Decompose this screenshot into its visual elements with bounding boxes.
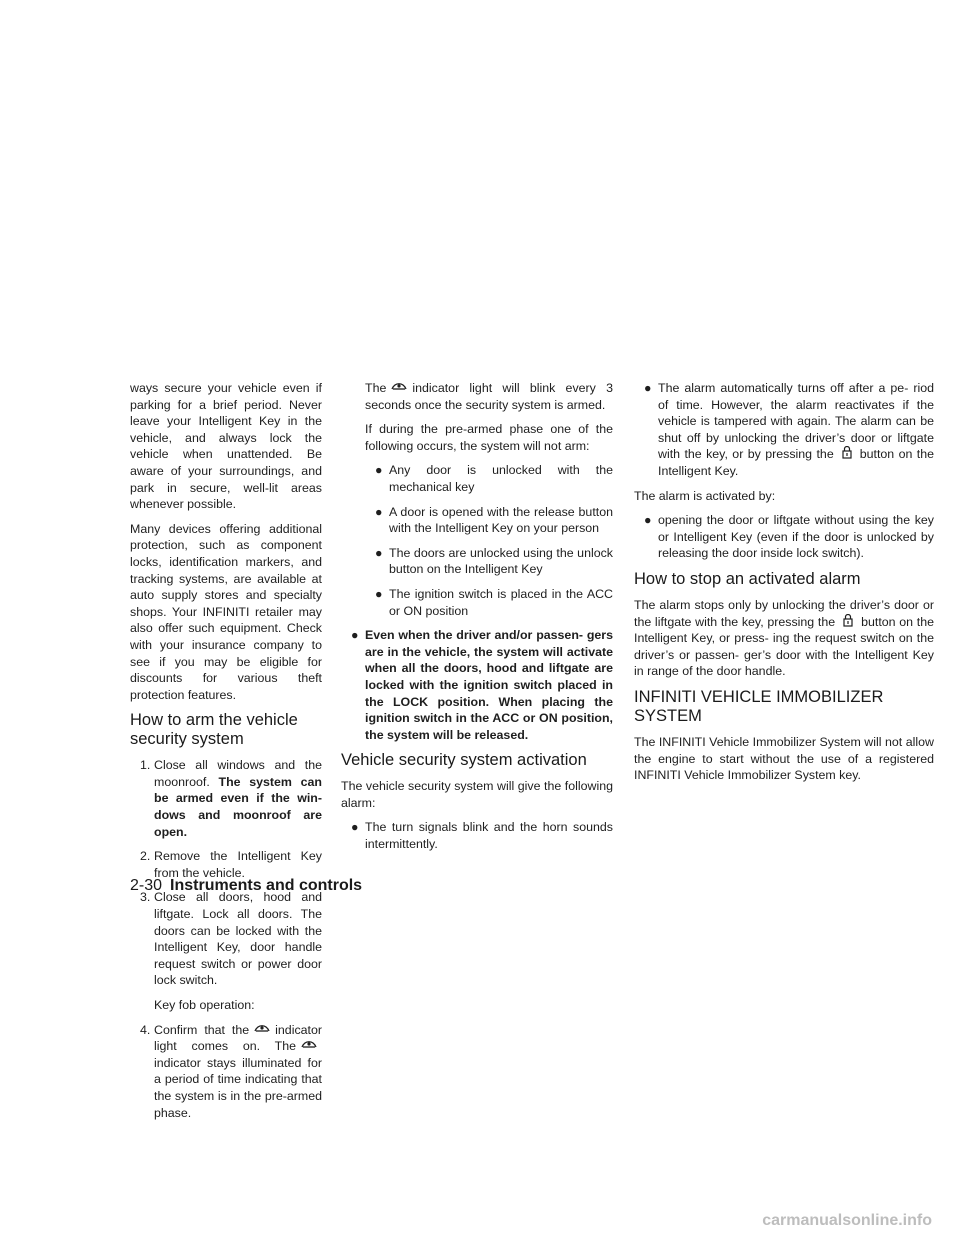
lock-button-icon [839, 614, 857, 627]
security-indicator-icon [390, 380, 408, 393]
paragraph: The indicator light will blink every 3 seconds once the security system is armed. [365, 381, 613, 412]
security-indicator-icon [300, 1038, 318, 1051]
list-item: ● The ignition switch is placed in the ACC or ON position [375, 586, 613, 618]
list-item: ● opening the door or liftgate without using the key or Intelligent Key (even if the door is unlocked by releasing the door inside lock switch). [644, 513, 934, 561]
lock-button-icon [838, 446, 856, 459]
section-title: Instruments and controls [170, 877, 363, 894]
column-2 [341, 380, 613, 861]
section-heading-activation: Vehicle security system activation [341, 751, 587, 770]
section-heading-stop: How to stop an activated alarm [634, 569, 861, 588]
list-item: ● The doors are unlocked using the unlock button on the Intelligent Key [375, 545, 613, 577]
list-item: ● A door is opened with the release button with the Intelligent Key on your person [375, 504, 613, 536]
sub-bullet-list [341, 462, 613, 619]
paragraph: ways secure your vehicle even if parking for a brief period. Never leave your Intelligent Key in the vehicle, and always lock the vehicle when unattended. Be aware of your surroundings, and park in secure, well-lit areas whenever possible. [130, 381, 322, 512]
paragraph: The vehicle security system will give the following alarm: [341, 779, 613, 810]
list-item: ● The turn signals blink and the horn sounds intermittently. [351, 820, 613, 852]
keyfob-label: Key fob operation: [154, 998, 255, 1012]
page-footer [130, 877, 362, 895]
list-item: ● The alarm automatically turns off after a pe- riod of time. However, the alarm reactivates if the vehicle is tampered with again. The alarm can be shut off by unlocking the driver’s door or liftgate with the key, or by pressing the button on the Intelligent Key. [644, 381, 935, 478]
step-4: 4. Confirm that the indicator light comes on. Theindicator stays illuminated for a period of time indicating that the system is in the pre-armed phase. [140, 1022, 322, 1120]
warning-bullet: ● Even when the driver and/or passen- gers are in the vehicle, the system will activate when all the doors, hood and liftgate are locked with the ignition switch placed in the LOCK position. When placing the ignition switch in the ACC or ON position, the system will be released. [351, 628, 613, 742]
watermark: carmanualsonline.info [762, 1212, 932, 1229]
list-item: ● Any door is unlocked with the mechanical key [375, 463, 613, 494]
page-number: 2-30 [130, 877, 163, 894]
step-2: 2. Remove the Intelligent Key from the vehicle. [140, 849, 322, 880]
step-1: 1. Close all windows and the moonroof. The system can be armed even if the win- dows and moonroof are open. [140, 758, 322, 839]
security-indicator-icon [253, 1022, 271, 1035]
paragraph: The INFINITI Vehicle Immobilizer System will not allow the engine to start without the use of a registered INFINITI Vehicle Immobilizer System key. [634, 734, 934, 783]
paragraph: The alarm stops only by unlocking the driver’s door or the liftgate with the key, pressing the button on the Intelligent Key, or press- ing the request switch on the driver’s or passen- ger’s door with the Intelligent Key in range of the door handle. [634, 597, 935, 679]
paragraph: If during the pre-armed phase one of the following occurs, the system will not arm: [365, 422, 613, 453]
column-3 [634, 380, 934, 792]
paragraph: Many devices offering additional protection, such as component locks, identification markers, and tracking systems, are available at auto supply stores and specialty shops. Your INFINITI retailer may also offer such equipment. Check with your insurance company to see if you may be eligible for discounts for various theft protection features. [130, 521, 322, 702]
paragraph: The alarm is activated by: [634, 488, 776, 503]
section-heading-immobilizer: INFINITI VEHICLE IMMOBILIZER SYSTEM [634, 687, 884, 725]
column-1 [130, 380, 322, 1129]
section-heading-arm: How to arm the vehicle security system [130, 711, 298, 749]
step-3: 3. Close all doors, hood and liftgate. Lock all doors. The doors can be locked with the Intelligent Key, door handle request switch or power door lock switch. [140, 890, 322, 988]
